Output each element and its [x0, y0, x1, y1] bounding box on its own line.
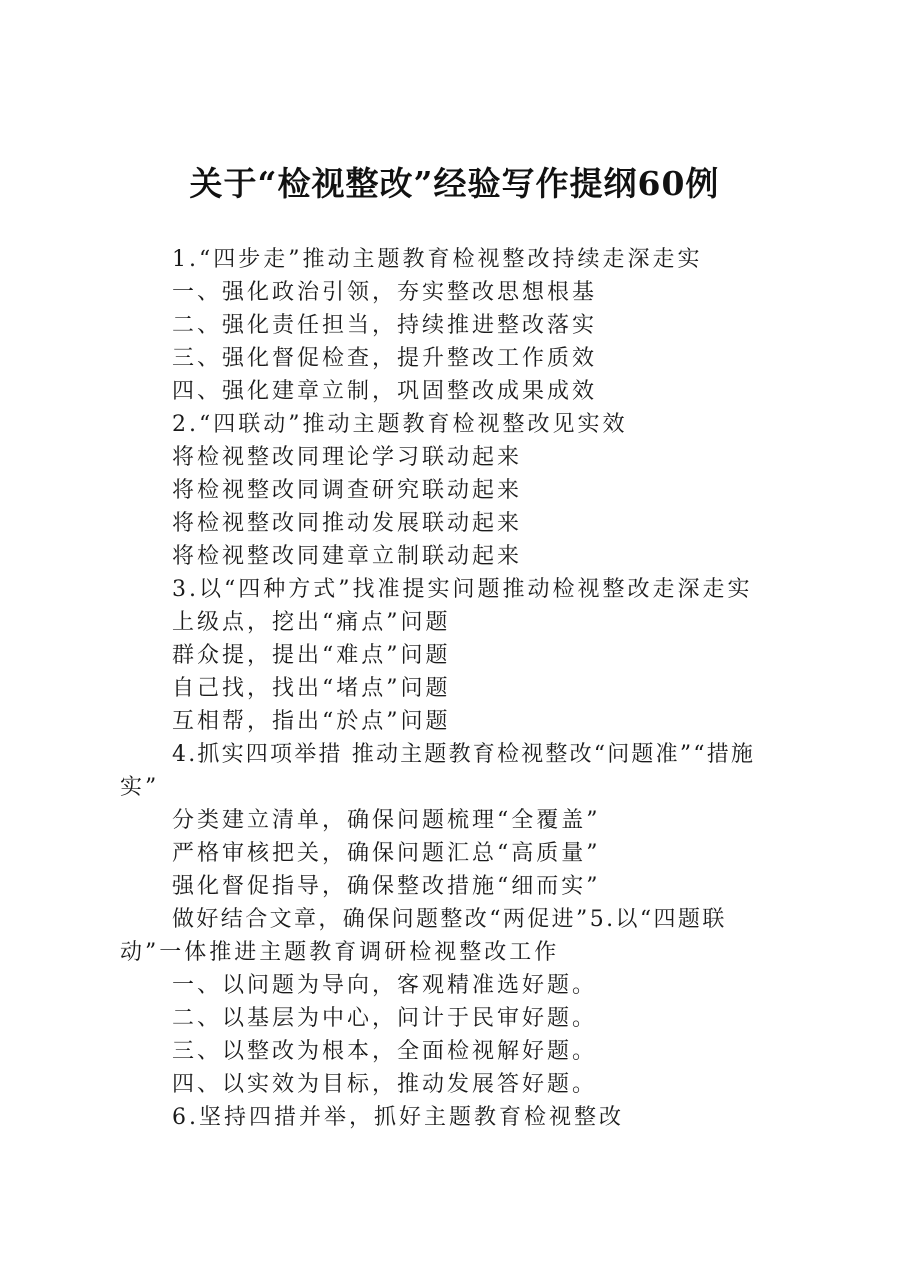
outline-line: 三、强化督促检查，提升整改工作质效 [172, 346, 598, 371]
outline-line: 做好结合文章，确保问题整改“两促进”5.以“四题联 [172, 907, 727, 932]
outline-line: 二、强化责任担当，持续推进整改落实 [172, 313, 598, 338]
outline-line: 自己找，找出“堵点”问题 [172, 676, 451, 701]
outline-line: 2.“四联动”推动主题教育检视整改见实效 [172, 412, 628, 437]
outline-line: 严格审核把关，确保问题汇总“高质量” [172, 841, 601, 866]
outline-line: 群众提，提出“难点”问题 [172, 643, 451, 668]
outline-line: 4.抓实四项举措 推动主题教育检视整改“问题准”“措施 [172, 742, 756, 767]
outline-line: 上级点，挖出“痛点”问题 [172, 610, 451, 635]
outline-line: 将检视整改同建章立制联动起来 [172, 544, 523, 569]
page-title: 关于“检视整改”经验写作提纲60例 [189, 164, 720, 203]
outline-line: 四、强化建章立制，巩固整改成果成效 [172, 379, 598, 404]
outline-line: 互相帮，指出“於点”问题 [172, 709, 451, 734]
outline-line: 分类建立清单，确保问题梳理“全覆盖” [172, 808, 601, 833]
outline-line: 二、以基层为中心，问计于民审好题。 [172, 1006, 598, 1031]
outline-line: 四、以实效为目标，推动发展答好题。 [172, 1072, 598, 1097]
outline-line: 实” [120, 775, 160, 800]
outline-line: 一、强化政治引领，夯实整改思想根基 [172, 280, 598, 305]
outline-line: 三、以整改为根本，全面检视解好题。 [172, 1039, 598, 1064]
outline-body [120, 243, 800, 1134]
outline-line: 3.以“四种方式”找准提实问题推动检视整改走深走实 [172, 577, 753, 602]
outline-line: 将检视整改同推动发展联动起来 [172, 511, 523, 536]
outline-line: 6.坚持四措并举，抓好主题教育检视整改 [172, 1105, 624, 1130]
outline-line: 一、以问题为导向，客观精准选好题。 [172, 973, 598, 998]
outline-line: 动”一体推进主题教育调研检视整改工作 [120, 940, 560, 965]
outline-line: 将检视整改同理论学习联动起来 [172, 445, 523, 470]
outline-line: 1.“四步走”推动主题教育检视整改持续走深走实 [172, 247, 703, 272]
outline-line: 将检视整改同调查研究联动起来 [172, 478, 523, 503]
outline-line: 强化督促指导，确保整改措施“细而实” [172, 874, 601, 899]
